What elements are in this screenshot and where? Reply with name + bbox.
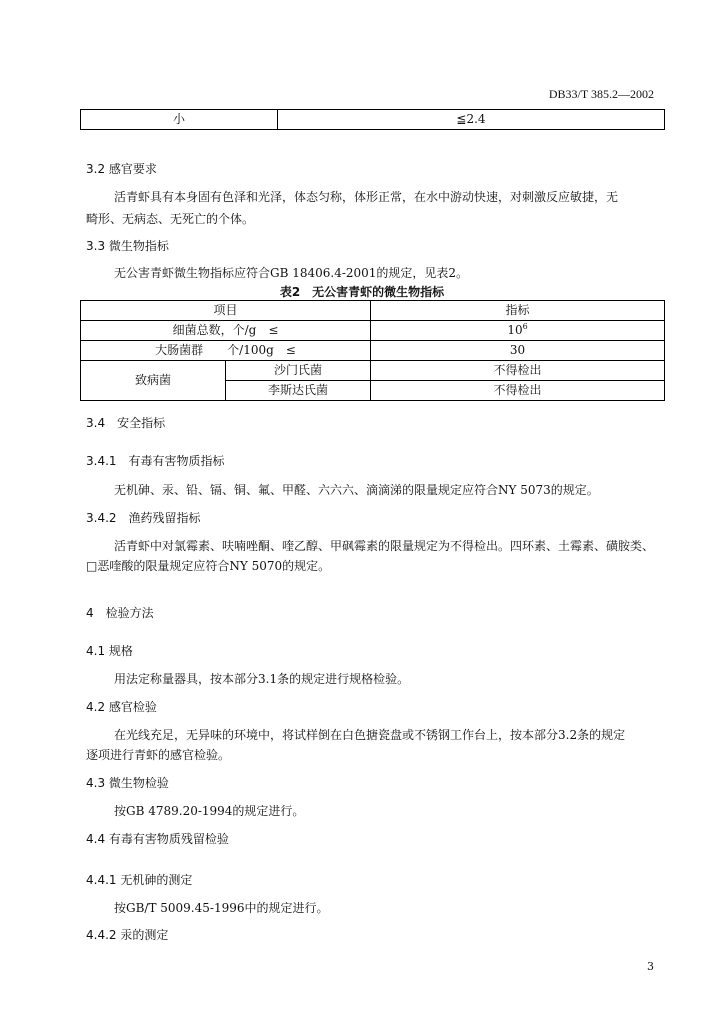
table-cell: 不得检出 [371,361,665,381]
section-heading: 4.3 微生物检验 [86,776,169,790]
table-cell: 小 [81,110,278,130]
paragraph-line: 在光线充足，无异味的环境中，将试样倒在白色搪瓷盘或不锈钢工作台上，按本部分3.2条的规定 [114,728,626,742]
section-heading: 3.4.1 有毒有害物质指标 [86,454,225,468]
table-row [81,110,665,130]
section-heading: 3.3 微生物指标 [86,239,169,253]
table-cell: 沙门氏菌 [226,361,371,381]
table-cell: ≦2.4 [278,110,665,130]
column-header-index: 指标 [371,301,665,321]
value-exponent: 6 [522,322,528,331]
paragraph-line: 按GB 4789.20-1994的规定进行。 [114,804,305,818]
table-row [81,321,665,341]
section-heading: 4.1 规格 [86,644,133,658]
section-heading: 4.4.1 无机砷的测定 [86,873,193,887]
paragraph-line: 逐项进行青虾的感官检验。 [86,748,231,762]
table-cell: 30 [371,341,665,361]
table-cell: 细菌总数，个/g ≤ [81,321,371,341]
page-number: 3 [647,960,654,973]
table-caption: 表2 无公害青虾的微生物指标 [279,285,445,299]
table-cell: 大肠菌群 个/100g ≤ [81,341,371,361]
paragraph-line: 无公害青虾微生物指标应符合GB 18406.4-2001的规定，见表2。 [114,266,469,280]
table-row [81,341,665,361]
table-cell [371,321,665,341]
paragraph-line: 用法定称量器具，按本部分3.1条的规定进行规格检验。 [114,672,410,686]
table-cell: 李斯达氏菌 [226,381,371,401]
value-base: 10 [507,323,523,337]
section-heading: 4 检验方法 [86,606,154,620]
paragraph-line: 畸形、无病态、无死亡的个体。 [86,212,255,226]
paragraph-line: 按GB/T 5009.45-1996中的规定进行。 [114,901,329,915]
section-heading: 3.4 安全指标 [86,416,166,430]
paragraph-line: 活青虾中对氯霉素、呋喃唑酮、喹乙醇、甲砜霉素的限量规定为不得检出。四环素、土霉素、磺胺类、 [114,539,655,553]
column-header-item: 项目 [81,301,371,321]
paragraph-line: 无机砷、汞、铅、镉、铜、氟、甲醛、六六六、滴滴涕的限量规定应符合NY 5073的规定。 [114,483,599,497]
top-table [80,109,665,130]
section-heading: 4.2 感官检验 [86,700,157,714]
table-header-row [81,301,665,321]
microbiology-table [80,300,665,401]
table-cell: 不得检出 [371,381,665,401]
paragraph-line: 活青虾具有本身固有色泽和光泽，体态匀称，体形正常，在水中游动快速，对刺激反应敏捷，无 [114,190,619,204]
section-heading: 4.4 有毒有害物质残留检验 [86,832,229,846]
section-heading: 3.4.2 渔药残留指标 [86,511,201,525]
document-code: DB33/T 385.2—2002 [548,87,654,101]
table-cell: 致病菌 [81,361,226,401]
table-row [81,361,665,381]
paragraph-line: □恶喹酸的限量规定应符合NY 5070的规定。 [86,559,331,573]
section-heading: 4.4.2 汞的测定 [86,928,169,942]
section-heading: 3.2 感官要求 [86,162,157,176]
